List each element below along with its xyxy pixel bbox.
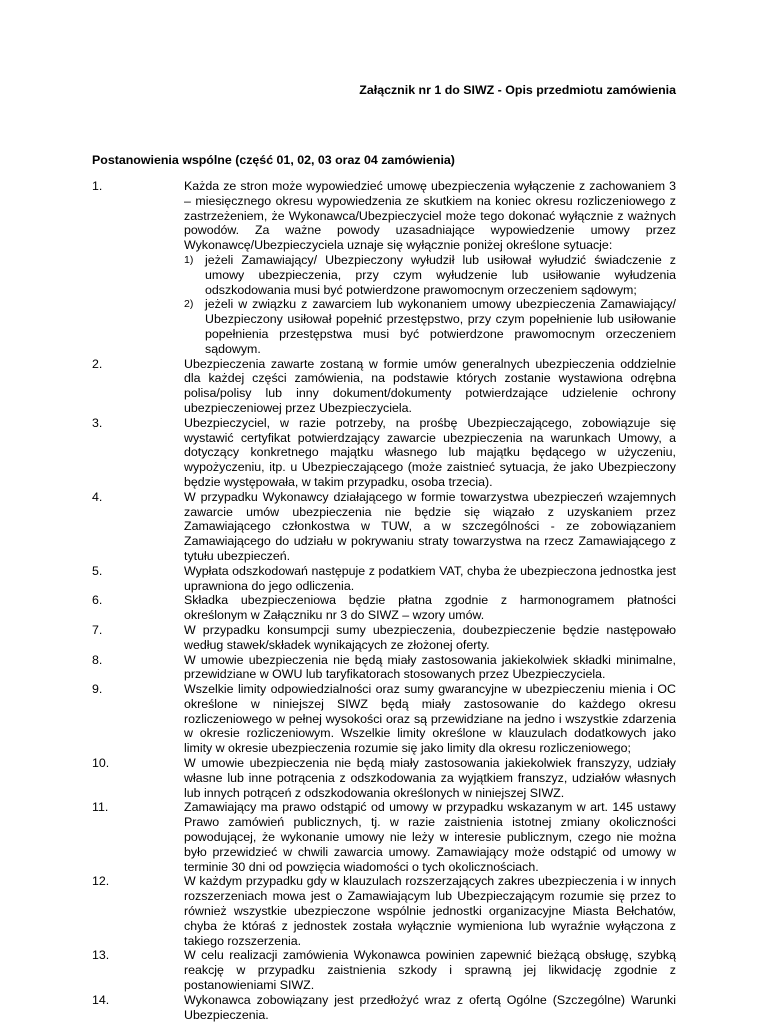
list-item-text: Wszelkie limity odpowiedzialności oraz sumy gwarancyjne w ubezpieczeniu mienia i OC określone w niniejszej SIWZ będą miały zastosowanie do każdego okresu rozliczeniowego w pełnej wysokości oraz są przewidziane na jedno i wszystkie zdarzenia w okresie rozliczeniowym. Wszelkie limity określone w klauzulach dodatkowych jako limity w okresie ubezpieczenia rozumie się jako limity dla okresu rozliczeniowego;: [184, 682, 676, 756]
list-item-text: Wykonawca zobowiązany jest przedłożyć wraz z ofertą Ogólne (Szczególne) Warunki Ubezpieczenia.: [184, 992, 676, 1022]
list-item-number: 6.: [92, 593, 103, 608]
sub-list: [112, 253, 676, 357]
list-item: [92, 623, 676, 653]
list-item-text: W każdym przypadku gdy w klauzulach rozszerzających zakres ubezpieczenia i w innych rozszerzeniach mowa jest o Zamawiającym lub Ubezpieczającym rozumie się przez to również wszystkie ubezpieczone wspólnie jednostki organizacyjne Miasta Bełchatów, chyba że któraś z jednostek została wyłącznie wymieniona lub wyraźnie wyłączona z takiego rozszerzenia.: [184, 874, 676, 948]
list-item: [92, 993, 676, 1022]
sub-list-item-text: jeżeli Zamawiający/ Ubezpieczony wyłudził lub usiłował wyłudzić świadczenie z umowy ubezpieczenia, przy czym wyłudzenie lub usiłowanie wyłudzenia odszkodowania musi być potwierdzone prawomocnym orzeczeniem sądowym;: [205, 252, 676, 297]
document-title: Załącznik nr 1 do SIWZ - Opis przedmiotu zamówienia: [359, 83, 676, 97]
list-item: [92, 564, 676, 594]
list-item-number: 3.: [92, 415, 103, 430]
list-item-number: 2.: [92, 356, 103, 371]
list-item-number: 13.: [92, 948, 110, 963]
list-item: [92, 490, 676, 564]
list-item-text: W umowie ubezpieczenia nie będą miały zastosowania jakiekolwiek składki minimalne, przewidziane w OWU lub taryfikatorach stosowanych przez Ubezpieczyciela.: [184, 652, 676, 682]
list-item-number: 4.: [92, 489, 103, 504]
list-item: [92, 416, 676, 490]
list-item-number: 8.: [92, 652, 103, 667]
list-item: [92, 357, 676, 416]
sub-list-item-number: 2): [184, 298, 194, 311]
list-item-number: 7.: [92, 622, 103, 637]
list-item-text: Każda ze stron może wypowiedzieć umowę ubezpieczenia wyłączenie z zachowaniem 3 – miesięcznego okresu wypowiedzenia ze skutkiem na koniec okresu rozliczeniowego z zastrzeżeniem, że Wykonawca/Ubezpieczyciel może tego dokonać wyłącznie z ważnych powodów. Za ważne powody uzasadniające wypowiedzenie umowy przez Wykonawcę/Ubezpieczyciela uznaje się wyłącznie poniżej określone sytuacje:: [184, 179, 676, 253]
list-item-text: Ubezpieczenia zawarte zostaną w formie umów generalnych ubezpieczenia oddzielnie dla każdej części zamówienia, na podstawie których zostanie wystawiona odrębna polisa/polisy lub inny dokument/dokumenty potwierdzające udzielenie ochrony ubezpieczeniowej przez Ubezpieczyciela.: [184, 356, 676, 415]
list-item: [92, 874, 676, 948]
sub-list-item-text: jeżeli w związku z zawarciem lub wykonaniem umowy ubezpieczenia Zamawiający/ Ubezpieczony usiłował popełnić przestępstwo, przy czym popełnienie lub usiłowanie popełnienia przestępstwa musi być potwierdzone prawomocnym orzeczeniem sądowym.: [205, 297, 676, 356]
list-item-number: 10.: [92, 756, 110, 771]
list-item-text: Zamawiający ma prawo odstąpić od umowy w przypadku wskazanym w art. 145 ustawy Prawo zamówień publicznych, tj. w razie zaistnienia istotnej zmiany okoliczności powodującej, że wykonanie umowy nie leży w interesie publicznym, czego nie można było przewidzieć w chwili zawarcia umowy. Zamawiający może odstąpić od umowy w terminie 30 dni od powzięcia wiadomości o tych okolicznościach.: [184, 800, 676, 874]
sub-list-item: [184, 253, 676, 297]
list-item-number: 9.: [92, 682, 103, 697]
sub-list-item: [184, 297, 676, 356]
list-item-text: Składka ubezpieczeniowa będzie płatna zgodnie z harmonogramem płatności określonym w Załączniku nr 3 do SIWZ – wzory umów.: [184, 593, 676, 623]
list-item: [92, 756, 676, 800]
list-item-text: W umowie ubezpieczenia nie będą miały zastosowania jakiekolwiek franszyzy, udziały własne lub inne potrącenia z odszkodowania za wyjątkiem franszyz, udziałów własnych lub innych potrąceń z odszkodowania określonych w niniejszej SIWZ.: [184, 756, 676, 800]
list-item-text: W celu realizacji zamówienia Wykonawca powinien zapewnić bieżącą obsługę, szybką reakcję w przypadku zaistnienia szkody i sprawną jej likwidację zgodnie z postanowieniami SIWZ.: [184, 948, 676, 993]
list-item-number: 11.: [92, 800, 109, 815]
section-heading: Postanowienia wspólne (część 01, 02, 03 oraz 04 zamówienia): [92, 153, 455, 167]
list-item: [92, 593, 676, 623]
list-item: [92, 800, 676, 874]
list-item-text: W przypadku Wykonawcy działającego w formie towarzystwa ubezpieczeń wzajemnych zawarcie umów ubezpieczenia nie będzie się wiązało z uzyskaniem przez Zamawiającego członkostwa w TUW, a w szczególności - ze zobowiązaniem Zamawiającego do udziału w pokrywaniu straty towarzystwa na rzecz Zamawiającego z tytułu ubezpieczeń.: [184, 489, 676, 563]
list-item-number: 12.: [92, 874, 110, 889]
list-item: [92, 682, 676, 756]
list-item: [92, 179, 676, 357]
list-item-text: W przypadku konsumpcji sumy ubezpieczenia, doubezpieczenie będzie następowało według stawek/składek wynikających ze złożonej oferty.: [184, 622, 676, 652]
numbered-list: [92, 179, 676, 1022]
list-item-number: 1.: [92, 179, 103, 193]
list-item-number: 14.: [92, 992, 110, 1007]
list-item-text: Wypłata odszkodowań następuje z podatkiem VAT, chyba że ubezpieczona jednostka jest uprawniona do jego odliczenia.: [184, 563, 676, 593]
list-item-text: Ubezpieczyciel, w razie potrzeby, na prośbę Ubezpieczającego, zobowiązuje się wystawić certyfikat potwierdzający zawarcie ubezpieczenia na warunkach Umowy, a dotyczący konkretnego majątku własnego lub majątku będącego w użyczeniu, wypożyczeniu, itp. u Ubezpieczającego (może zaistnieć sytuacja, że jako Ubezpieczony będzie występowała, w takim przypadku, osoba trzecia).: [184, 415, 676, 489]
list-item: [92, 948, 676, 992]
list-item-number: 5.: [92, 563, 103, 578]
sub-list-item-number: 1): [184, 253, 194, 266]
list-item: [92, 653, 676, 683]
